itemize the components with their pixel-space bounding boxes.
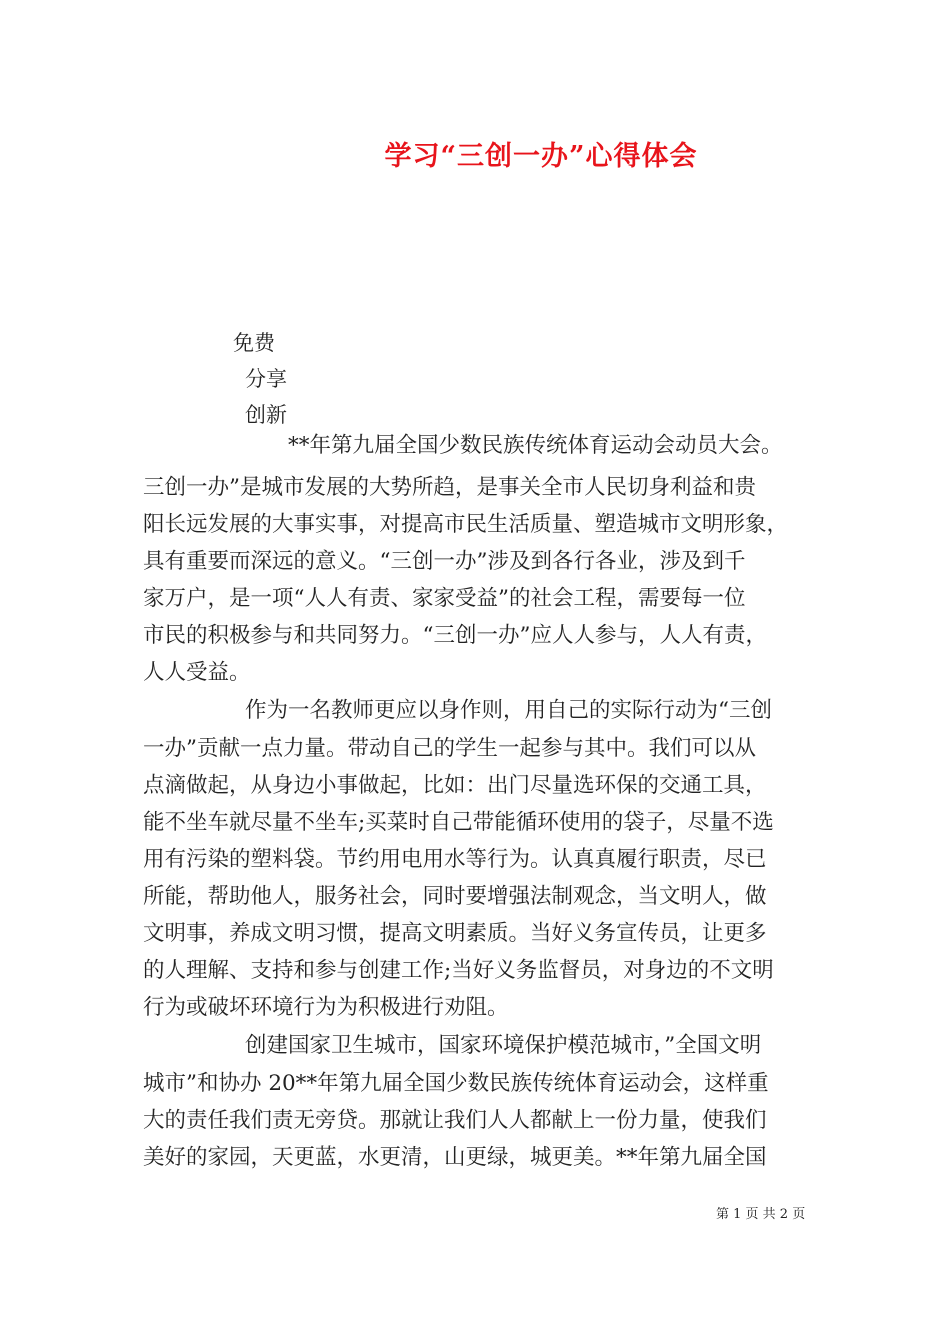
body-line: 行为或破坏环境行为为积极进行劝阻。 xyxy=(143,995,509,1020)
body-line: 市民的积极参与和共同努力。“三创一办”应人人参与，人人有责， xyxy=(143,623,767,648)
body-line: 文明事，养成文明习惯，提高文明素质。当好义务宣传员，让更多 xyxy=(143,921,767,946)
body-line: 具有重要而深远的意义。“三创一办”涉及到各行各业，涉及到千 xyxy=(143,549,746,574)
body-line: 家万户，是一项“人人有责、家家受益”的社会工程，需要每一位 xyxy=(143,586,746,611)
body-line: 作为一名教师更应以身作则，用自己的实际行动为“三创 xyxy=(245,698,772,723)
body-line: 阳长远发展的大事实事，对提高市民生活质量、塑造城市文明形象， xyxy=(143,512,789,537)
body-line: 美好的家园，天更蓝，水更清，山更绿，城更美。**年第九届全国 xyxy=(143,1145,767,1170)
body-line: 一办”贡献一点力量。带动自己的学生一起参与其中。我们可以从 xyxy=(143,736,756,761)
body-line: 创建国家卫生城市，国家环境保护模范城市，”全国文明 xyxy=(245,1033,762,1058)
tag-share: 分享 xyxy=(245,367,287,391)
body-line: 点滴做起，从身边小事做起，比如：出门尽量选环保的交通工具， xyxy=(143,773,767,798)
document-title: 学习“三创一办”心得体会 xyxy=(384,141,698,172)
body-line: 人人受益。 xyxy=(143,660,251,685)
body-line: 所能，帮助他人，服务社会，同时要增强法制观念，当文明人，做 xyxy=(143,884,767,909)
body-line: 的人理解、支持和参与创建工作;当好义务监督员，对身边的不文明 xyxy=(143,958,774,983)
body-line: 用有污染的塑料袋。节约用电用水等行为。认真真履行职责，尽已 xyxy=(143,847,767,872)
body-line: 三创一办”是城市发展的大势所趋，是事关全市人民切身利益和贵 xyxy=(143,475,756,500)
tag-free: 免费 xyxy=(233,331,275,355)
body-line: 能不坐车就尽量不坐车;买菜时自己带能循环使用的袋子，尽量不选 xyxy=(143,810,774,835)
body-line: **年第九届全国少数民族传统体育运动会动员大会。 xyxy=(288,433,783,458)
body-line: 城市”和协办 20**年第九届全国少数民族传统体育运动会，这样重 xyxy=(143,1071,769,1096)
body-line: 大的责任我们责无旁贷。那就让我们人人都献上一份力量，使我们 xyxy=(143,1108,767,1133)
tag-innovation: 创新 xyxy=(245,403,287,427)
page-number: 第 1 页 共 2 页 xyxy=(716,1207,806,1222)
